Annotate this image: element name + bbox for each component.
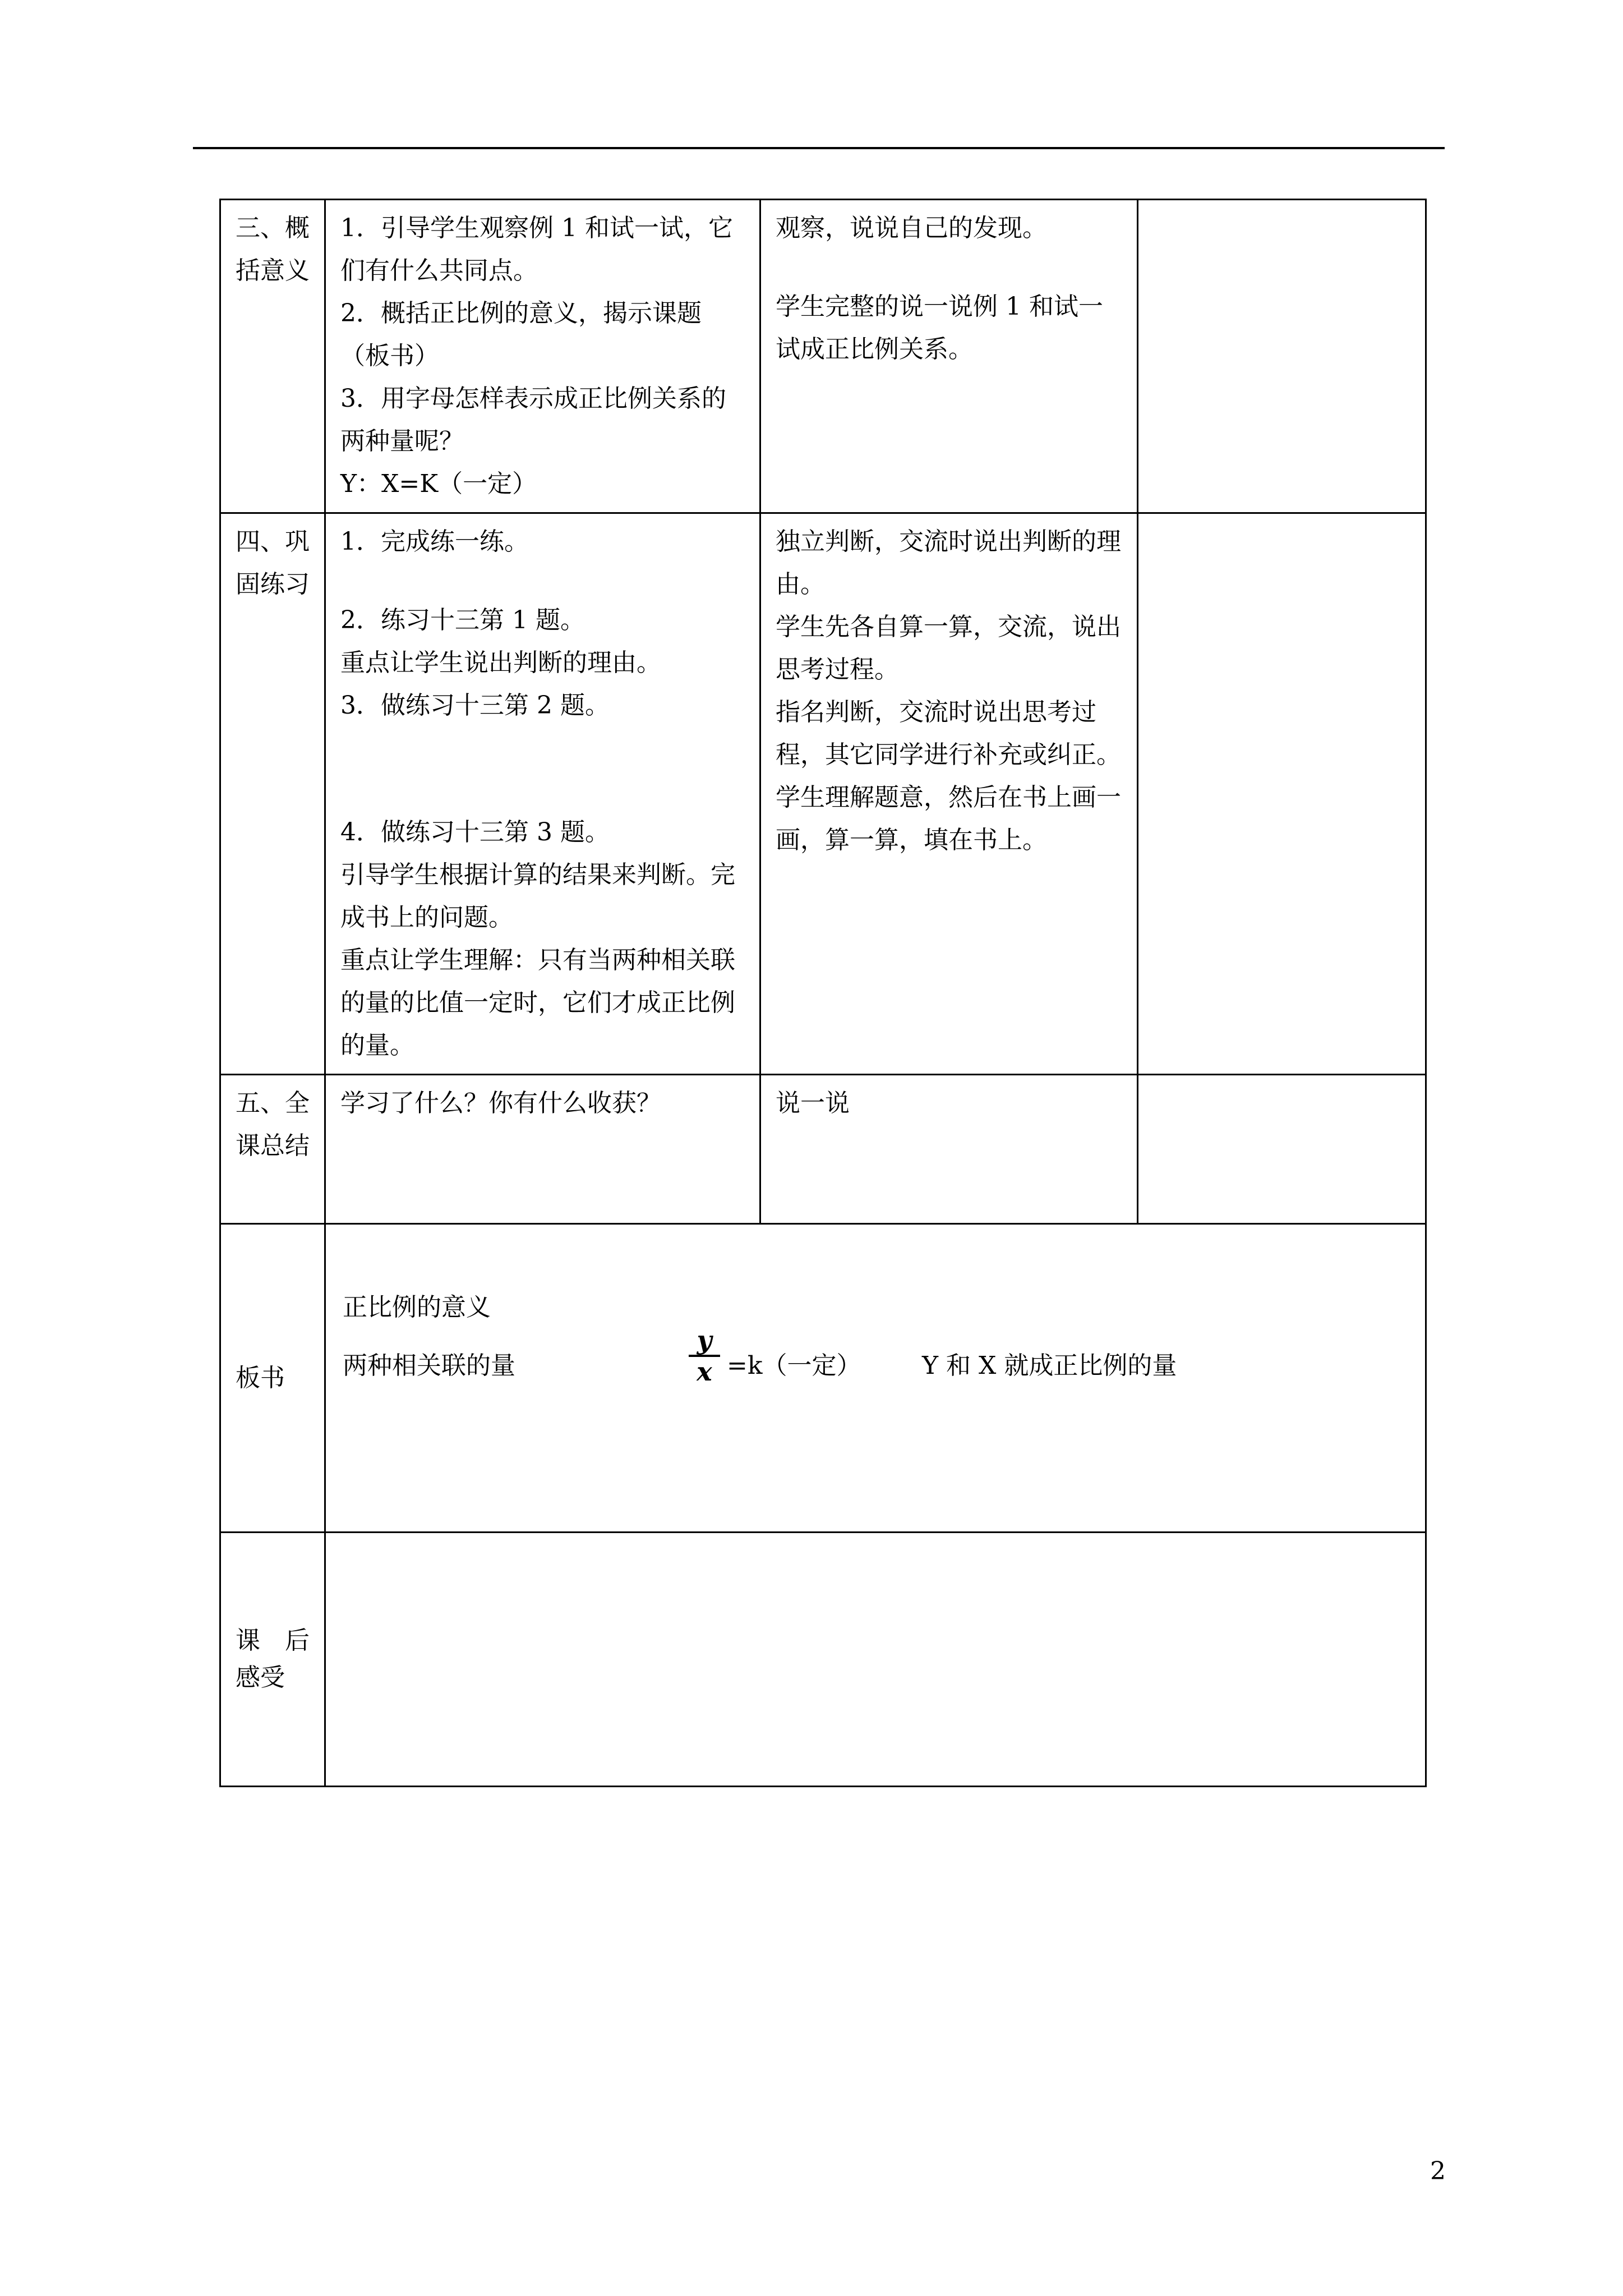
lesson-plan-table bbox=[219, 199, 1427, 1787]
student-activity-cell bbox=[760, 200, 1138, 513]
teacher-line: 3．用字母怎样表示成正比例关系的两种量呢？ bbox=[340, 384, 726, 455]
stage-cell bbox=[220, 1075, 325, 1224]
stage-label: 五、全课总结 bbox=[236, 1089, 310, 1160]
reflection-label-line: 课 后 bbox=[236, 1626, 310, 1655]
student-line: 学生完整的说一说例 1 和试一试成正比例关系。 bbox=[776, 292, 1103, 364]
student-activity-cell bbox=[760, 1075, 1138, 1224]
student-line: 学生先各自算一算，交流，说出思考过程。 bbox=[776, 613, 1121, 684]
reflection-label-cell bbox=[220, 1533, 325, 1787]
stage-label: 三、概括意义 bbox=[236, 214, 310, 285]
board-label-cell bbox=[220, 1224, 325, 1533]
teacher-line: 2．练习十三第 1 题。 bbox=[340, 606, 585, 634]
teacher-line: 2．概括正比例的意义，揭示课题（板书） bbox=[340, 299, 702, 370]
board-label: 板书 bbox=[236, 1363, 285, 1392]
board-title: 正比例的意义 bbox=[343, 1293, 491, 1322]
table-row bbox=[220, 200, 1426, 513]
note-cell bbox=[1138, 200, 1426, 513]
student-line: 观察，说说自己的发现。 bbox=[776, 214, 1047, 242]
teacher-line: 重点让学生理解：只有当两种相关联的量的比值一定时，它们才成正比例的量。 bbox=[340, 946, 735, 1060]
spacer bbox=[340, 563, 745, 599]
teacher-activity-cell bbox=[325, 513, 760, 1075]
board-equation: =k（一定） bbox=[727, 1351, 861, 1380]
reflection-label-line: 感受 bbox=[236, 1663, 285, 1692]
teacher-line: 4．做练习十三第 3 题。 bbox=[340, 818, 610, 846]
table-row bbox=[220, 1224, 1426, 1533]
board-content-cell bbox=[325, 1224, 1426, 1533]
spacer bbox=[776, 250, 1122, 286]
student-line: 独立判断，交流时说出判断的理由。 bbox=[776, 527, 1121, 599]
board-content bbox=[326, 1225, 1425, 1531]
teacher-activity-cell bbox=[325, 1075, 760, 1224]
page-number: 2 bbox=[1430, 2157, 1446, 2185]
stage-cell bbox=[220, 513, 325, 1075]
student-activity-cell bbox=[760, 513, 1138, 1075]
ratio-fraction bbox=[689, 1326, 720, 1386]
teacher-line: 1．引导学生观察例 1 和试一试，它们有什么共同点。 bbox=[340, 214, 733, 285]
board-quantities: 两种相关联的量 bbox=[343, 1351, 515, 1380]
teacher-line: 重点让学生说出判断的理由。 bbox=[340, 648, 661, 677]
fraction-numerator: y bbox=[689, 1326, 720, 1357]
note-cell bbox=[1138, 1075, 1426, 1224]
teacher-line: 引导学生根据计算的结果来判断。完成书上的问题。 bbox=[340, 861, 735, 932]
note-cell bbox=[1138, 513, 1426, 1075]
student-line: 指名判断，交流时说出思考过程，其它同学进行补充或纠正。 bbox=[776, 698, 1121, 769]
teacher-activity-cell bbox=[325, 200, 760, 513]
table-row bbox=[220, 1533, 1426, 1787]
teacher-line: 学习了什么？你有什么收获？ bbox=[340, 1089, 661, 1117]
table-row bbox=[220, 1075, 1426, 1224]
teacher-line: 1．完成练一练。 bbox=[340, 527, 529, 556]
spacer bbox=[340, 727, 745, 811]
board-conclusion: Y 和 X 就成正比例的量 bbox=[922, 1351, 1177, 1380]
stage-label: 四、巩固练习 bbox=[236, 527, 310, 599]
reflection-content-cell bbox=[325, 1533, 1426, 1787]
teacher-line: 3．做练习十三第 2 题。 bbox=[340, 691, 610, 720]
header-rule bbox=[193, 147, 1445, 149]
fraction-denominator: x bbox=[697, 1356, 712, 1387]
teacher-line: Y：X=K（一定） bbox=[340, 470, 537, 498]
student-line: 说一说 bbox=[776, 1089, 850, 1117]
student-line: 学生理解题意，然后在书上画一画，算一算，填在书上。 bbox=[776, 783, 1121, 854]
table-row bbox=[220, 513, 1426, 1075]
stage-cell bbox=[220, 200, 325, 513]
